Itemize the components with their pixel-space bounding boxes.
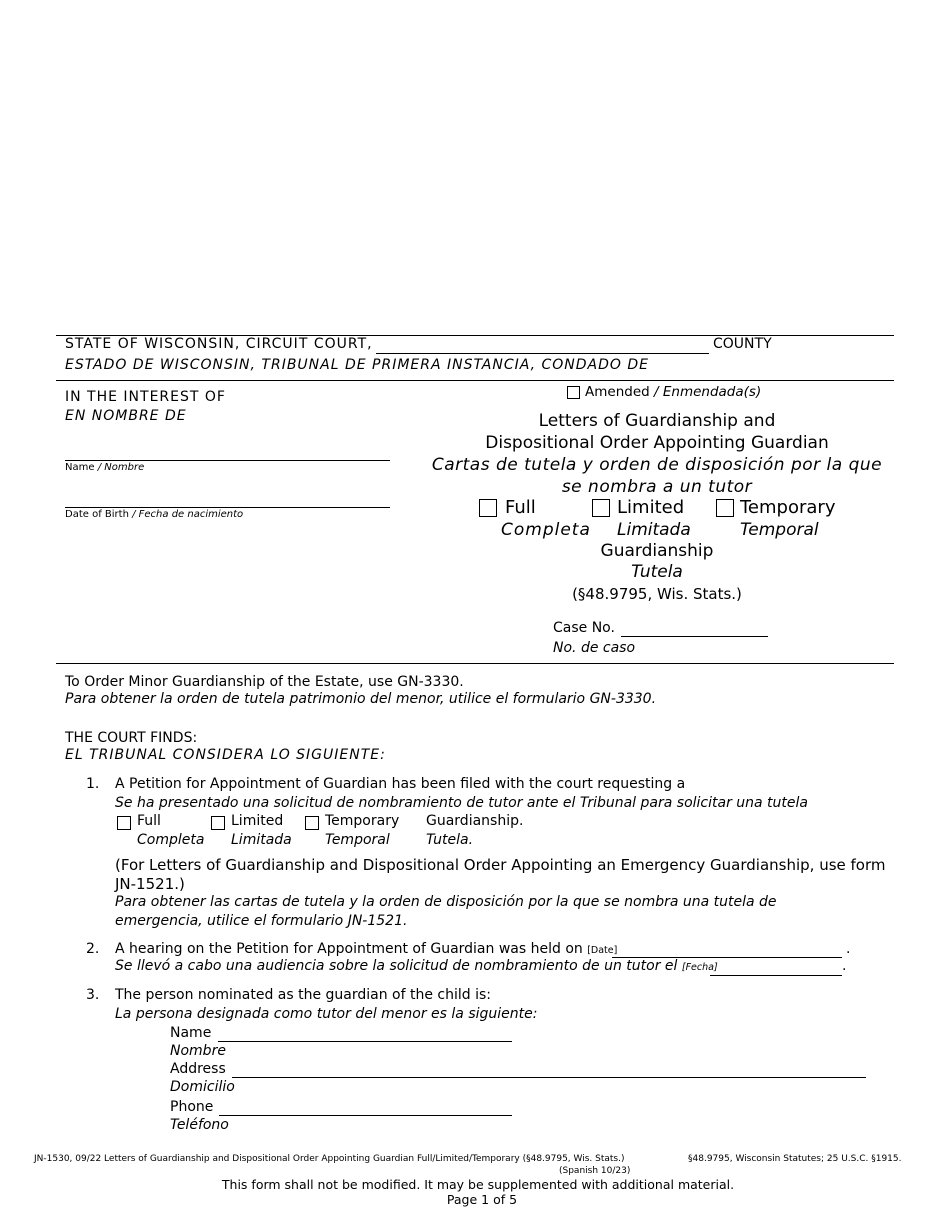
interest-label-es: EN NOMBRE DE (65, 408, 187, 424)
amended-label-es: Enmendada(s) (662, 384, 762, 400)
dob-sep: / (132, 509, 136, 520)
case-label-es: No. de caso (553, 640, 636, 656)
header-rule (56, 380, 894, 381)
court-label-en: STATE OF WISCONSIN, CIRCUIT COURT, (65, 336, 373, 352)
guardian-phone-label-es: Teléfono (170, 1117, 229, 1133)
title-statute: (§48.9795, Wis. Stats.) (572, 585, 742, 603)
item-1-text-en: A Petition for Appointment of Guardian has been filed with the court requesting a (115, 776, 686, 792)
item-1-note-es-2: emergencia, utilice el formulario JN-1521. (115, 913, 408, 929)
item-2-period-es: . (842, 958, 847, 974)
item-2-text-en (115, 941, 617, 957)
interest-label-en: IN THE INTEREST OF (65, 389, 226, 405)
item-1-note-es-1: Para obtener las cartas de tutela y la orden de disposición por la que se nombra una tutela de (115, 894, 777, 910)
item-1-limited-label-es: Limitada (231, 832, 292, 848)
dob-input[interactable] (65, 507, 390, 508)
item-2-date-label-es: [Fecha] (681, 962, 718, 973)
footer-notice: This form shall not be modified. It may be supplemented with additional material. (221, 1177, 735, 1192)
item-2-period: . (846, 941, 851, 957)
item-1-full-checkbox[interactable] (117, 816, 131, 830)
amended-sep: / (654, 384, 659, 400)
guardian-name-label: Name (170, 1025, 212, 1041)
title-limited-label: Limited (617, 497, 685, 518)
footer-page-number: Page 1 of 5 (446, 1192, 518, 1207)
item-3-number: 3. (86, 987, 100, 1003)
item-1-temporary-checkbox[interactable] (305, 816, 319, 830)
item-3-text-en: The person nominated as the guardian of the child is: (115, 987, 492, 1003)
title-temporary-checkbox[interactable] (716, 499, 734, 517)
case-label-en: Case No. (553, 620, 615, 636)
item-1-limited-label: Limited (231, 813, 284, 829)
guardian-name-input[interactable] (218, 1041, 512, 1042)
court-finds-es: EL TRIBUNAL CONSIDERA LO SIGUIENTE: (65, 747, 386, 763)
guardian-name-label-es: Nombre (170, 1043, 226, 1059)
item-2-hearing-date-es-input[interactable] (710, 975, 842, 976)
title-full-label-es: Completa (501, 520, 591, 540)
title-full-label: Full (505, 497, 536, 518)
case-number-input[interactable] (621, 636, 768, 637)
item-1-text-es: Se ha presentado una solicitud de nombramiento de tutor ante el Tribunal para solicitar una tutela (115, 795, 808, 811)
item-1-full-label: Full (137, 813, 161, 829)
footer-statutes: §48.9795, Wisconsin Statutes; 25 U.S.C. §1915. (688, 1154, 902, 1164)
footer-form-id: JN-1530, 09/22 Letters of Guardianship and Dispositional Order Appointing Guardian Full/Limited/Temporary (§48.9795, Wis. Stats.) (34, 1154, 625, 1164)
item-1-number: 1. (86, 776, 100, 792)
item-2-number: 2. (86, 941, 100, 957)
dob-label (65, 509, 243, 520)
title-line-1: Letters of Guardianship and (538, 411, 776, 431)
item-1-limited-checkbox[interactable] (211, 816, 225, 830)
item-1-guardianship: Guardianship. (426, 813, 524, 829)
item-1-full-label-es: Completa (137, 832, 205, 848)
item-1-guardianship-es: Tutela. (426, 832, 474, 848)
name-label-es: Nombre (104, 462, 145, 473)
item-2-hearing-text-es: Se llevó a cabo una audiencia sobre la solicitud de nombramiento de un tutor el (115, 958, 678, 974)
child-name-input[interactable] (65, 460, 390, 461)
guardian-phone-input[interactable] (219, 1115, 512, 1116)
dob-label-en: Date of Birth (65, 509, 129, 520)
estate-note-en: To Order Minor Guardianship of the Estate, use GN-3330. (65, 674, 464, 690)
caption-rule (56, 663, 894, 664)
amended-checkbox[interactable] (567, 386, 580, 399)
dob-label-es: Fecha de nacimiento (138, 509, 244, 520)
title-es-line-1: Cartas de tutela y orden de disposición por la que (431, 455, 883, 475)
footer-spanish-version: (Spanish 10/23) (559, 1166, 631, 1176)
title-temporary-label: Temporary (740, 497, 836, 518)
title-temporary-label-es: Temporal (740, 520, 819, 540)
item-3-text-es: La persona designada como tutor del menor es la siguiente: (115, 1006, 538, 1022)
court-label-es: ESTADO DE WISCONSIN, TRIBUNAL DE PRIMERA INSTANCIA, CONDADO DE (65, 357, 649, 373)
title-es-line-2: se nombra a un tutor (561, 477, 753, 497)
name-label-en: Name (65, 462, 95, 473)
guardian-address-label: Address (170, 1061, 226, 1077)
county-label: COUNTY (713, 336, 772, 352)
item-2-date-label: [Date] (587, 945, 618, 956)
court-finds-en: THE COURT FINDS: (65, 730, 198, 746)
item-2-text-es (115, 958, 718, 974)
item-1-temporary-label-es: Temporal (325, 832, 390, 848)
title-guardianship-es: Tutela (631, 562, 683, 582)
item-1-temporary-label: Temporary (325, 813, 400, 829)
item-1-note-en-2: JN-1521.) (115, 875, 185, 893)
amended-label-en: Amended (585, 384, 650, 400)
guardian-phone-label: Phone (170, 1099, 214, 1115)
county-input[interactable] (376, 353, 709, 354)
title-guardianship: Guardianship (600, 541, 714, 561)
item-2-hearing-text: A hearing on the Petition for Appointment of Guardian was held on (115, 941, 583, 957)
guardian-address-label-es: Domicilio (170, 1079, 235, 1095)
title-limited-label-es: Limitada (617, 520, 691, 540)
name-sep: / (97, 462, 102, 473)
child-name-label (65, 462, 144, 473)
title-full-checkbox[interactable] (479, 499, 497, 517)
amended-label (585, 384, 761, 400)
estate-note-es: Para obtener la orden de tutela patrimonio del menor, utilice el formulario GN-3330. (65, 691, 657, 707)
title-limited-checkbox[interactable] (592, 499, 610, 517)
item-1-note-en-1: (For Letters of Guardianship and Dispositional Order Appointing an Emergency Guardianship, use form (115, 856, 886, 874)
guardian-address-input[interactable] (232, 1077, 866, 1078)
title-line-2: Dispositional Order Appointing Guardian (485, 433, 829, 453)
